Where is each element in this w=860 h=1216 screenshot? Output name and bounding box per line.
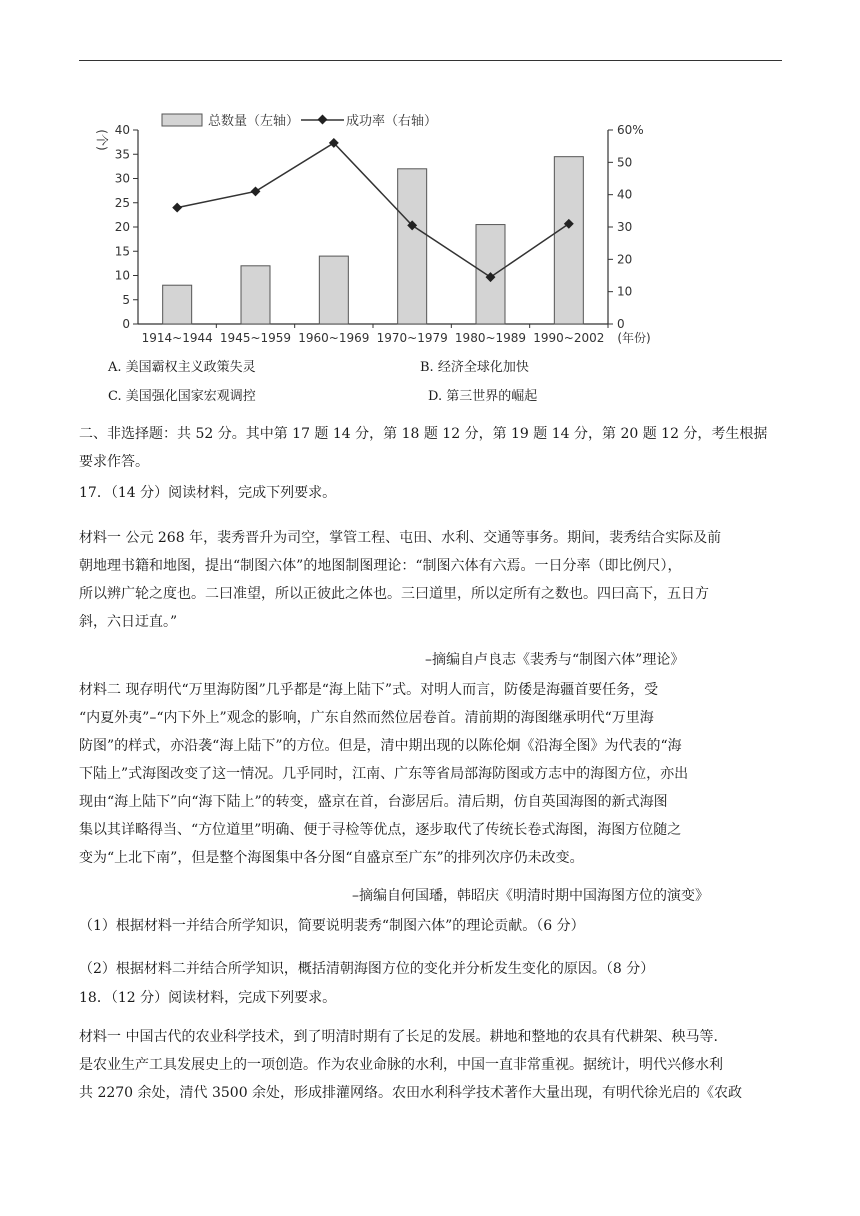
x-tick-label: 1914~1944 [141,331,213,345]
section2-instruction-cont: 要求作答。 [79,454,149,470]
q17-material2-line: 下陆上”式海图改变了这一情况。几乎同时，江南、广东等省局部海防图或方志中的海图方位，亦出 [79,766,689,782]
x-tick-label: 1980~1989 [454,331,527,345]
right-tick-label: 40 [617,187,633,202]
right-tick-label: 30 [617,220,633,234]
x-tick-label: 1990~2002 [533,331,605,345]
bar-series [163,157,584,324]
x-axis-labels [142,324,608,345]
legend-line-label: 成功率（右轴） [346,114,438,129]
q17-material2-line: 集以其详略得当、“方位道里”明确、便于寻检等优点，逐步取代了传统长卷式海图，海图方位随之 [79,822,682,838]
legend-bar-swatch [162,114,202,126]
q17-material2-line: 防图”的样式，亦沿袭“海上陆下”的方位。但是，清中期出现的以陈伦炯《沿海全图》为代表的“海 [79,738,682,754]
q17-header: 17．（14 分）阅读材料，完成下列要求。 [79,485,337,501]
q18-header: 18．（12 分）阅读材料，完成下列要求。 [79,990,337,1006]
option-c: C. 美国强化国家宏观调控 [108,389,256,404]
left-tick-label: 10 [114,268,130,283]
section2-instruction: 二、非选择题：共 52 分。其中第 17 题 14 分，第 18 题 12 分，第 19 题 14 分，第 20 题 12 分，考生根据 [79,426,768,442]
q17-material2-line: 现由“海上陆下”向“海下陆上”的转变，盛京在首，台澎居后。清后期，仿自英国海图的新式海图 [79,794,668,810]
x-axis-unit: (年份) [617,331,651,345]
q17-material1-line: 所以辨广轮之度也。二曰准望，所以正彼此之体也。三曰道里，所以定所有之数也。四曰高下，五日方 [79,586,709,602]
q17-material1-line: 材料一 公元 268 年，裴秀晋升为司空，掌管工程、屯田、水利、交通等事务。期间，裴秀结合实际及前 [79,530,722,546]
line-series [172,138,574,282]
line-point [172,203,182,213]
bar [554,157,583,324]
q17-material1-source: –摘编自卢良志《裴秀与“制图六体”理论》 [425,652,685,668]
right-tick-label: 50 [617,155,633,170]
q17-subquestion-2: （2）根据材料二并结合所学知识，概括清朝海图方位的变化并分析发生变化的原因。（8 分） [79,961,655,977]
left-tick-label: 20 [114,220,130,234]
left-tick-label: 25 [114,195,130,210]
x-tick-label: 1945~1959 [219,331,292,345]
left-tick-label: 5 [122,292,130,307]
q17-subquestion-1: （1）根据材料一并结合所学知识，简要说明裴秀“制图六体”的理论贡献。（6 分） [79,918,585,934]
q18-material1-line: 材料一 中国古代的农业科学技术，到了明清时期有了长足的发展。耕地和整地的农具有代耕架、秧马等. [79,1029,718,1045]
success-rate-line [177,143,569,277]
q17-material1-line: 朝地理书籍和地图，提出“制图六体”的地图制图理论：“制图六体有六焉。一日分率（即比例尺）， [79,558,682,574]
q17-material2-line: 变为“上北下南”，但是整个海图集中各分图“自盛京至广东”的排列次序仍未改变。 [79,850,584,866]
right-axis-ticks [608,123,632,331]
right-axis-unit: % [632,123,644,137]
q17-material1-line: 斜，六日迂直。” [79,614,178,630]
bar [241,266,270,324]
right-tick-label: 0 [617,317,625,331]
left-tick-label: 40 [114,123,130,137]
legend-bar-label: 总数量（左轴） [208,114,300,129]
x-tick-label: 1970~1979 [376,331,448,345]
line-point [251,186,261,196]
right-tick-label: 10 [617,284,633,299]
x-tick-label: 1960~1969 [298,331,370,345]
bar [398,169,427,324]
option-a: A. 美国霸权主义政策失灵 [108,360,256,375]
left-tick-label: 30 [114,171,130,186]
q18-material1-line: 共 2270 余处，清代 3500 余处，形成排灌网络。农田水利科学技术著作大量出现，有明代徐光启的《农政 [79,1085,743,1101]
statistics-chart [86,108,666,358]
legend-line-marker [318,115,328,125]
q18-material1-line: 是农业生产工具发展史上的一项创造。作为农业命脉的水利，中国一直非常重视。据统计，明代兴修水利 [79,1057,723,1073]
left-axis-unit: (个) [95,129,109,151]
left-tick-label: 35 [114,147,130,162]
left-axis-ticks [115,123,138,331]
right-tick-label: 60 [617,123,633,137]
header-rule [79,60,782,61]
q17-material2-source: –摘编自何国璠，韩昭庆《明清时期中国海图方位的演变》 [352,888,709,904]
left-tick-label: 15 [114,244,130,259]
option-b: B. 经济全球化加快 [420,360,529,375]
q17-material2-line: 材料二 现存明代“万里海防图”几乎都是“海上陆下”式。对明人而言，防倭是海疆首要任务，受 [79,682,659,698]
right-tick-label: 20 [617,252,633,267]
q17-material2-line: “内夏外夷”–“内下外上”观念的影响，广东自然而然位居卷首。清前期的海图继承明代“万里海 [79,710,654,726]
left-tick-label: 0 [122,317,130,331]
bar [163,285,192,324]
bar [319,256,348,324]
option-d: D. 第三世界的崛起 [428,389,538,404]
